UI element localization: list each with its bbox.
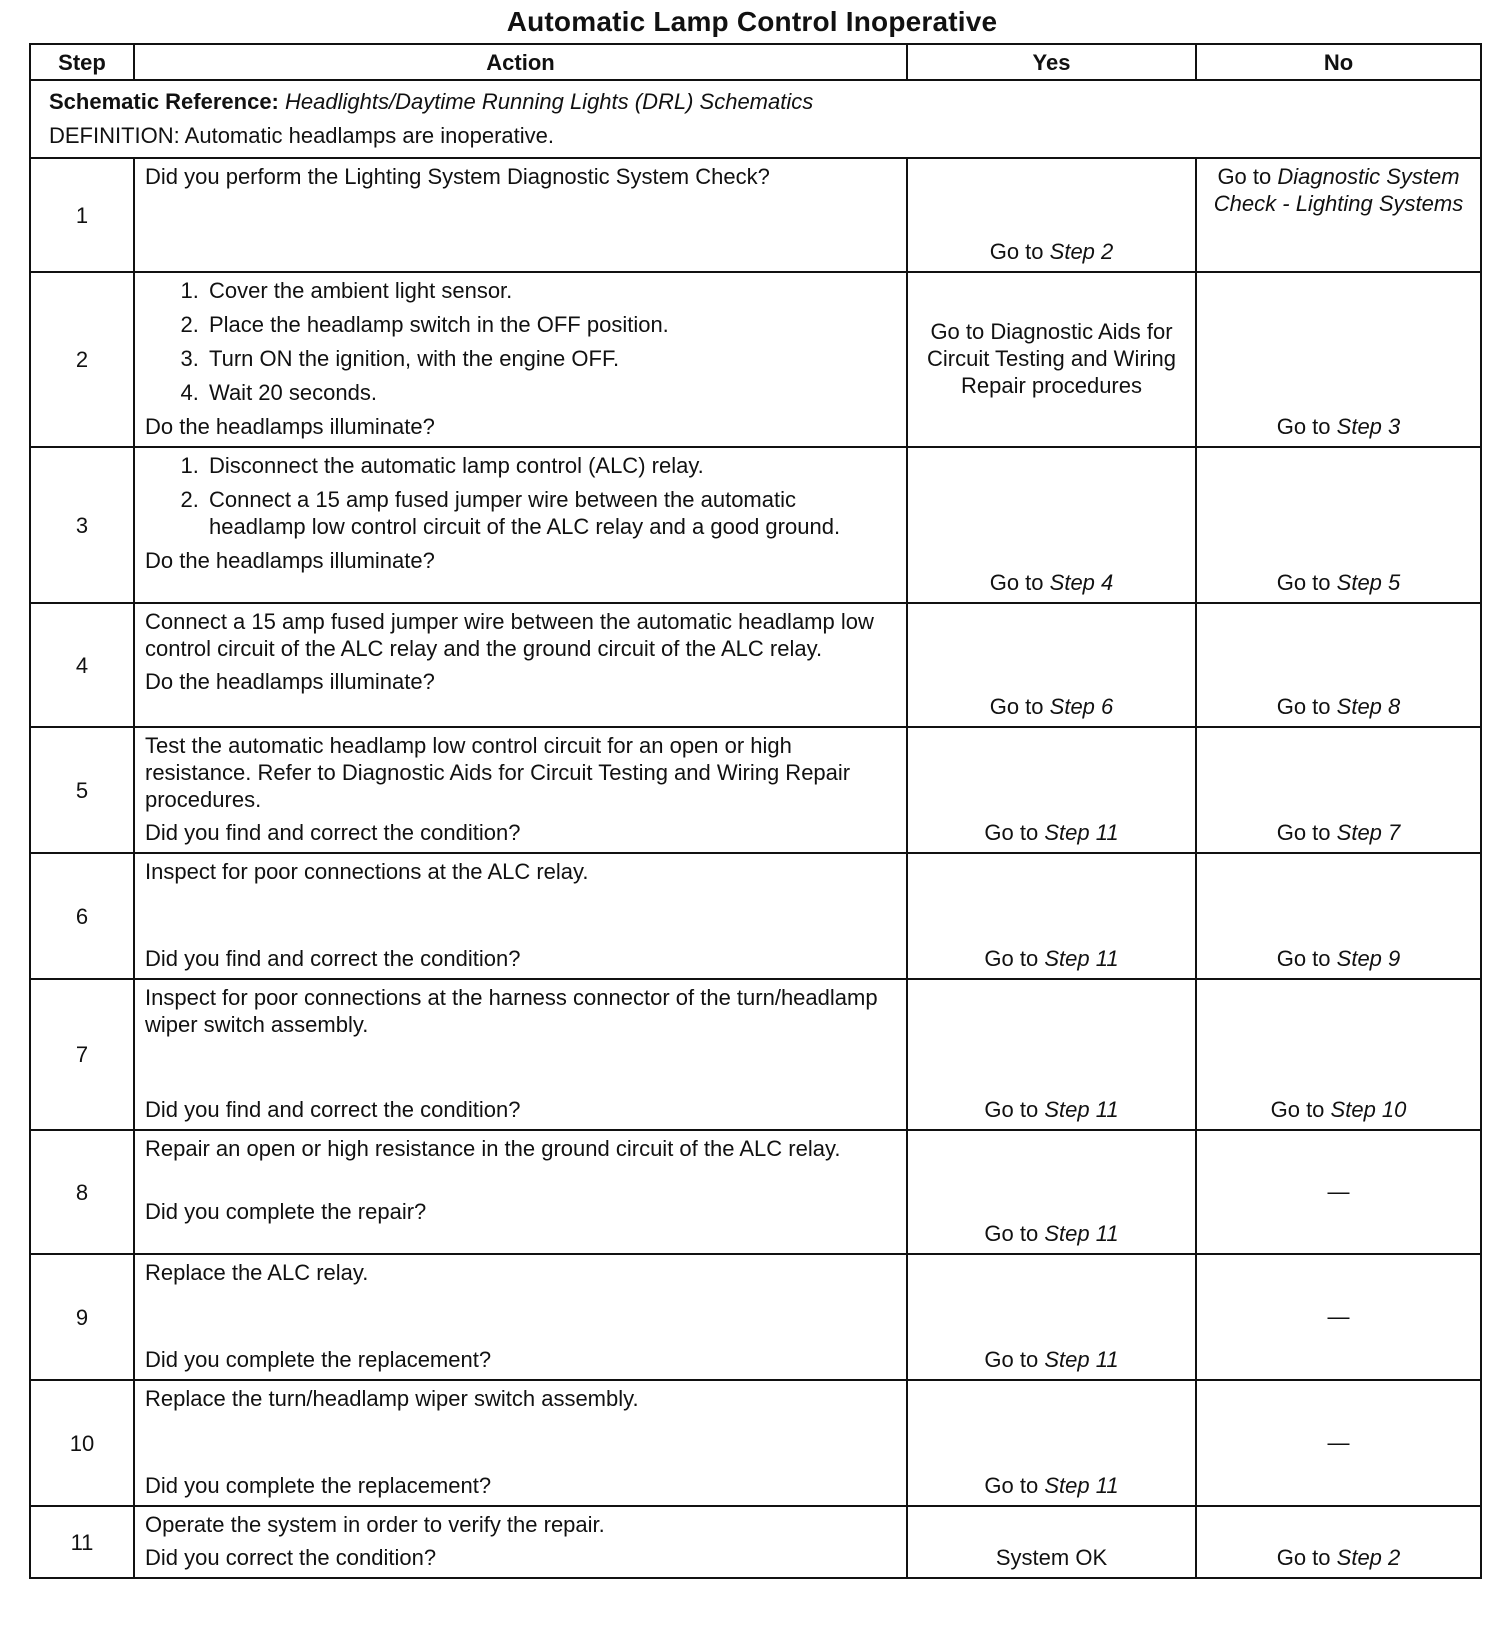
goto-label: Go to	[989, 694, 1044, 719]
table-row	[30, 1506, 1481, 1578]
goto-label: Go to	[989, 239, 1044, 264]
yes-cell	[907, 1254, 1196, 1380]
header-yes: Yes	[907, 44, 1196, 80]
no-cell	[1196, 447, 1481, 603]
goto-label: Go to	[989, 570, 1044, 595]
yes-step-link: Step 11	[1044, 820, 1119, 845]
goto-label: Go to	[1276, 414, 1331, 439]
no-cell	[1196, 979, 1481, 1130]
action-text: Replace the ALC relay.	[145, 1260, 369, 1285]
page-title: Automatic Lamp Control Inoperative	[506, 6, 998, 37]
action-cell	[134, 603, 907, 727]
question-text: Did you complete the repair?	[145, 1199, 427, 1224]
yes-cell	[907, 853, 1196, 979]
yes-text: System OK	[995, 1545, 1108, 1570]
header-no: No	[1196, 44, 1481, 80]
table-row	[30, 158, 1481, 272]
yes-cell	[907, 1130, 1196, 1254]
no-cell	[1196, 727, 1481, 853]
goto-label: Go to	[984, 946, 1039, 971]
no-cell	[1196, 603, 1481, 727]
action-cell	[134, 979, 907, 1130]
action-item: 4. Wait 20 seconds.	[205, 379, 898, 406]
yes-step-link: Step 11	[1044, 1473, 1119, 1498]
procedure-table	[29, 43, 1482, 1579]
yes-step-link: Step 4	[1049, 570, 1114, 595]
goto-label: Go to	[984, 1097, 1039, 1122]
schematic-reference-value: Headlights/Daytime Running Lights (DRL) Schematics	[285, 89, 814, 114]
action-cell	[134, 853, 907, 979]
goto-label: Go to	[1276, 820, 1331, 845]
action-item: 1. Disconnect the automatic lamp control (ALC) relay.	[205, 452, 898, 479]
step-number: 3	[30, 447, 134, 603]
no-step-link: Step 10	[1330, 1097, 1407, 1122]
no-cell	[1196, 1380, 1481, 1506]
table-row	[30, 979, 1481, 1130]
question-text: Did you complete the replacement?	[145, 1347, 492, 1372]
yes-step-link: Step 11	[1044, 946, 1119, 971]
yes-text: Go to Diagnostic Aids for Circuit Testing and Wiring Repair procedures	[926, 319, 1177, 398]
step-number: 7	[30, 979, 134, 1130]
question-text: Did you find and correct the condition?	[145, 820, 521, 845]
step-number: 6	[30, 853, 134, 979]
yes-cell	[907, 158, 1196, 272]
goto-label: Go to	[1276, 570, 1331, 595]
table-row	[30, 1254, 1481, 1380]
no-step-link: Step 8	[1336, 694, 1401, 719]
question-text: Did you find and correct the condition?	[145, 1097, 521, 1122]
table-row	[30, 272, 1481, 447]
goto-label: Go to	[1217, 164, 1272, 189]
table-row	[30, 447, 1481, 603]
yes-step-link: Step 11	[1044, 1097, 1119, 1122]
yes-cell	[907, 1506, 1196, 1578]
yes-step-link: Step 11	[1044, 1221, 1119, 1246]
action-cell	[134, 158, 907, 272]
goto-label: Go to	[984, 1221, 1039, 1246]
yes-cell	[907, 272, 1196, 447]
action-cell	[134, 1130, 907, 1254]
goto-label: Go to	[984, 1347, 1039, 1372]
no-cell	[1196, 853, 1481, 979]
step-number: 1	[30, 158, 134, 272]
no-dash: —	[1327, 1303, 1350, 1329]
no-cell	[1196, 1130, 1481, 1254]
no-step-link: Step 3	[1336, 414, 1401, 439]
definition: DEFINITION: Automatic headlamps are inoperative.	[49, 123, 554, 148]
action-text: Replace the turn/headlamp wiper switch assembly.	[145, 1386, 639, 1411]
yes-cell	[907, 603, 1196, 727]
question-text: Do the headlamps illuminate?	[145, 669, 435, 694]
no-step-link: Step 9	[1336, 946, 1401, 971]
yes-step-link: Step 11	[1044, 1347, 1119, 1372]
no-dash: —	[1327, 1429, 1350, 1455]
schematic-reference-label: Schematic Reference:	[49, 89, 279, 114]
step-number: 10	[30, 1380, 134, 1506]
step-number: 11	[30, 1506, 134, 1578]
goto-label: Go to	[1276, 946, 1331, 971]
yes-cell	[907, 979, 1196, 1130]
action-text: Did you perform the Lighting System Diagnostic System Check?	[145, 164, 770, 189]
no-cell	[1196, 272, 1481, 447]
schematic-reference	[49, 85, 1466, 119]
yes-cell	[907, 1380, 1196, 1506]
action-text: Repair an open or high resistance in the ground circuit of the ALC relay.	[145, 1136, 841, 1161]
reference-cell	[30, 80, 1481, 158]
step-number: 2	[30, 272, 134, 447]
no-step-link: Step 5	[1336, 570, 1401, 595]
no-step-link: Step 7	[1336, 820, 1401, 845]
no-cell	[1196, 158, 1481, 272]
action-list	[145, 277, 898, 406]
no-reference: Diagnostic System Check - Lighting Systems	[1213, 164, 1464, 216]
question-text: Did you find and correct the condition?	[145, 946, 521, 971]
step-number: 9	[30, 1254, 134, 1380]
yes-cell	[907, 447, 1196, 603]
action-item: 1. Cover the ambient light sensor.	[205, 277, 898, 304]
question-text: Do the headlamps illuminate?	[145, 548, 435, 573]
action-list	[145, 452, 898, 540]
header-row	[30, 44, 1481, 80]
action-cell	[134, 272, 907, 447]
table-row	[30, 853, 1481, 979]
no-cell	[1196, 1506, 1481, 1578]
header-step: Step	[30, 44, 134, 80]
table-row	[30, 1130, 1481, 1254]
action-item: 2. Connect a 15 amp fused jumper wire between the automatic headlamp low control circuit of the ALC relay and a good ground.	[205, 486, 898, 540]
table-row	[30, 1380, 1481, 1506]
goto-label: Go to	[984, 1473, 1039, 1498]
no-cell	[1196, 1254, 1481, 1380]
action-text: Inspect for poor connections at the harness connector of the turn/headlamp wiper switch assembly.	[145, 985, 878, 1037]
action-item: 2. Place the headlamp switch in the OFF position.	[205, 311, 898, 338]
yes-step-link: Step 2	[1049, 239, 1114, 264]
table-row	[30, 727, 1481, 853]
question-text: Did you complete the replacement?	[145, 1473, 492, 1498]
goto-label: Go to	[1276, 1545, 1331, 1570]
step-number: 5	[30, 727, 134, 853]
header-action: Action	[134, 44, 907, 80]
reference-row	[30, 80, 1481, 158]
action-cell	[134, 727, 907, 853]
action-text: Operate the system in order to verify the repair.	[145, 1512, 605, 1537]
action-text: Connect a 15 amp fused jumper wire between the automatic headlamp low control circuit of the ALC relay and the ground circuit of the ALC relay.	[145, 609, 874, 661]
action-text: Test the automatic headlamp low control circuit for an open or high resistance. Refer to Diagnostic Aids for Circuit Testing and Wiring Repair procedures.	[145, 733, 851, 812]
question-text: Do the headlamps illuminate?	[145, 414, 435, 439]
yes-step-link: Step 6	[1049, 694, 1114, 719]
action-text: Inspect for poor connections at the ALC relay.	[145, 859, 589, 884]
action-cell	[134, 1254, 907, 1380]
goto-label: Go to	[1270, 1097, 1325, 1122]
goto-label: Go to	[984, 820, 1039, 845]
action-cell	[134, 1380, 907, 1506]
action-item: 3. Turn ON the ignition, with the engine OFF.	[205, 345, 898, 372]
no-dash: —	[1327, 1178, 1350, 1204]
yes-cell	[907, 727, 1196, 853]
step-number: 8	[30, 1130, 134, 1254]
table-row	[30, 603, 1481, 727]
question-text: Did you correct the condition?	[145, 1545, 437, 1570]
no-step-link: Step 2	[1336, 1545, 1401, 1570]
action-cell	[134, 447, 907, 603]
action-cell	[134, 1506, 907, 1578]
goto-label: Go to	[1276, 694, 1331, 719]
step-number: 4	[30, 603, 134, 727]
